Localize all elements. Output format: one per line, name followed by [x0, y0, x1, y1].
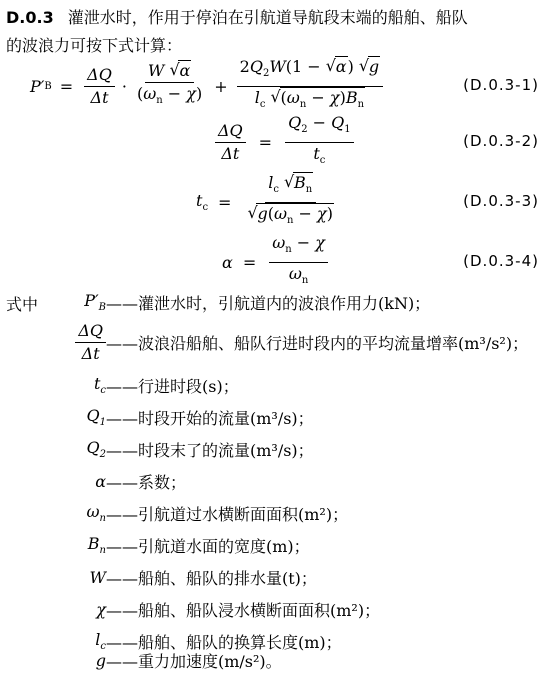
def-row — [56, 370, 239, 400]
def-symbol: $Q_2$ — [86, 437, 106, 461]
def-text: ——系数； — [106, 472, 187, 492]
def-row — [56, 498, 348, 528]
intro-line-2: 的波浪力可按下式计算： — [6, 36, 183, 55]
def-symbol: $B_n$ — [87, 533, 106, 557]
where-label: 式中 — [6, 295, 39, 314]
def-symbol: $Q_1$ — [86, 405, 106, 429]
eq2-number: (D.0.3-2) — [463, 132, 539, 150]
def-text: ——引航道过水横断面面积(m²)； — [106, 504, 349, 524]
def-row — [56, 530, 310, 560]
def-text: ——时段开始的流量(m³/s)； — [106, 408, 314, 428]
intro-text-1: 灌泄水时，作用于停泊在引航道导航段末端的船舶、船队 — [67, 8, 468, 27]
def-text: ——行进时段(s)； — [106, 376, 239, 396]
def-row — [56, 466, 186, 496]
def-text: ——重力加速度(m/s²)。 — [106, 651, 282, 671]
eq1-number: (D.0.3-1) — [463, 76, 539, 94]
def-text: ——船舶、船队的换算长度(m)； — [106, 632, 342, 652]
section-number: D.0.3 — [6, 8, 54, 27]
def-row — [56, 594, 380, 624]
def-row — [56, 322, 528, 362]
def-row — [56, 402, 314, 432]
eq1-frac-b: $\frac{W √ \alpha}{(\omega_n - \chi)}$ — [134, 61, 205, 111]
eq1-frac-a: $\frac{\Delta Q}{\Delta t}$ — [84, 65, 115, 108]
equation-d033-body: $t_c$ = $l_c$ √ $B_n$ √ $g(\omega_n - \chi)$ — [196, 180, 340, 224]
def-symbol: $l_c$ — [95, 629, 106, 653]
def-symbol: $P'_B$ — [84, 290, 106, 314]
equation-d031-body: P′ B = $\frac{\Delta Q}{\Delta t}$ · $\frac{W √ \alpha}{(\omega_n - \chi)}$ + $\frac{2Q_2W(1 - √ \alpha) √ g}{l_c √ (\omega_n - \chi)B_n}$ — [30, 64, 386, 108]
def-text: ——时段末了的流量(m³/s)； — [106, 440, 314, 460]
def-symbol: χ — [96, 599, 106, 619]
eq4-number: (D.0.3-4) — [463, 252, 539, 270]
eq3-number: (D.0.3-3) — [463, 192, 539, 210]
def-symbol: g — [95, 650, 106, 670]
def-symbol: W — [89, 567, 106, 587]
intro-line-1 — [6, 3, 468, 33]
eq1-lhs-sub: B — [44, 80, 52, 92]
equation-d031 — [0, 57, 547, 110]
def-symbol: $t_c$ — [93, 373, 106, 397]
def-text: ——引航道水面的宽度(m)； — [106, 536, 310, 556]
equation-d034-body: α = $\frac{\omega_n - \chi}{\omega_n}$ — [222, 240, 331, 284]
def-row — [56, 287, 430, 317]
equation-d032 — [0, 113, 547, 166]
def-row — [56, 645, 282, 675]
def-symbol: $\omega_n$ — [86, 501, 106, 525]
def-row — [56, 434, 314, 464]
def-row — [56, 562, 317, 592]
def-symbol: $\frac{\Delta Q}{\Delta t}$ — [56, 321, 106, 364]
def-text: ——船舶、船队的排水量(t)； — [106, 568, 317, 588]
def-text: ——船舶、船队浸水横断面面积(m²)； — [106, 600, 381, 620]
equation-d034 — [0, 233, 547, 286]
equation-d033 — [0, 173, 547, 226]
def-text: ——灌泄水时，引航道内的波浪作用力(kN)； — [106, 293, 431, 313]
eq1-frac-c: $\frac{2Q_2W(1 - √ \alpha) √ g}{l_c √ (\omega_n - \chi)B_n}$ — [237, 57, 384, 114]
eq1-lhs: P′ — [30, 76, 45, 96]
def-symbol: α — [95, 471, 106, 491]
def-text: ——波浪沿船舶、船队行进时段内的平均流量增率(m³/s²)； — [106, 333, 529, 353]
equation-d032-body: $\frac{\Delta Q}{\Delta t}$ = $\frac{Q_2 - Q_1}{t_c}$ — [212, 120, 357, 164]
